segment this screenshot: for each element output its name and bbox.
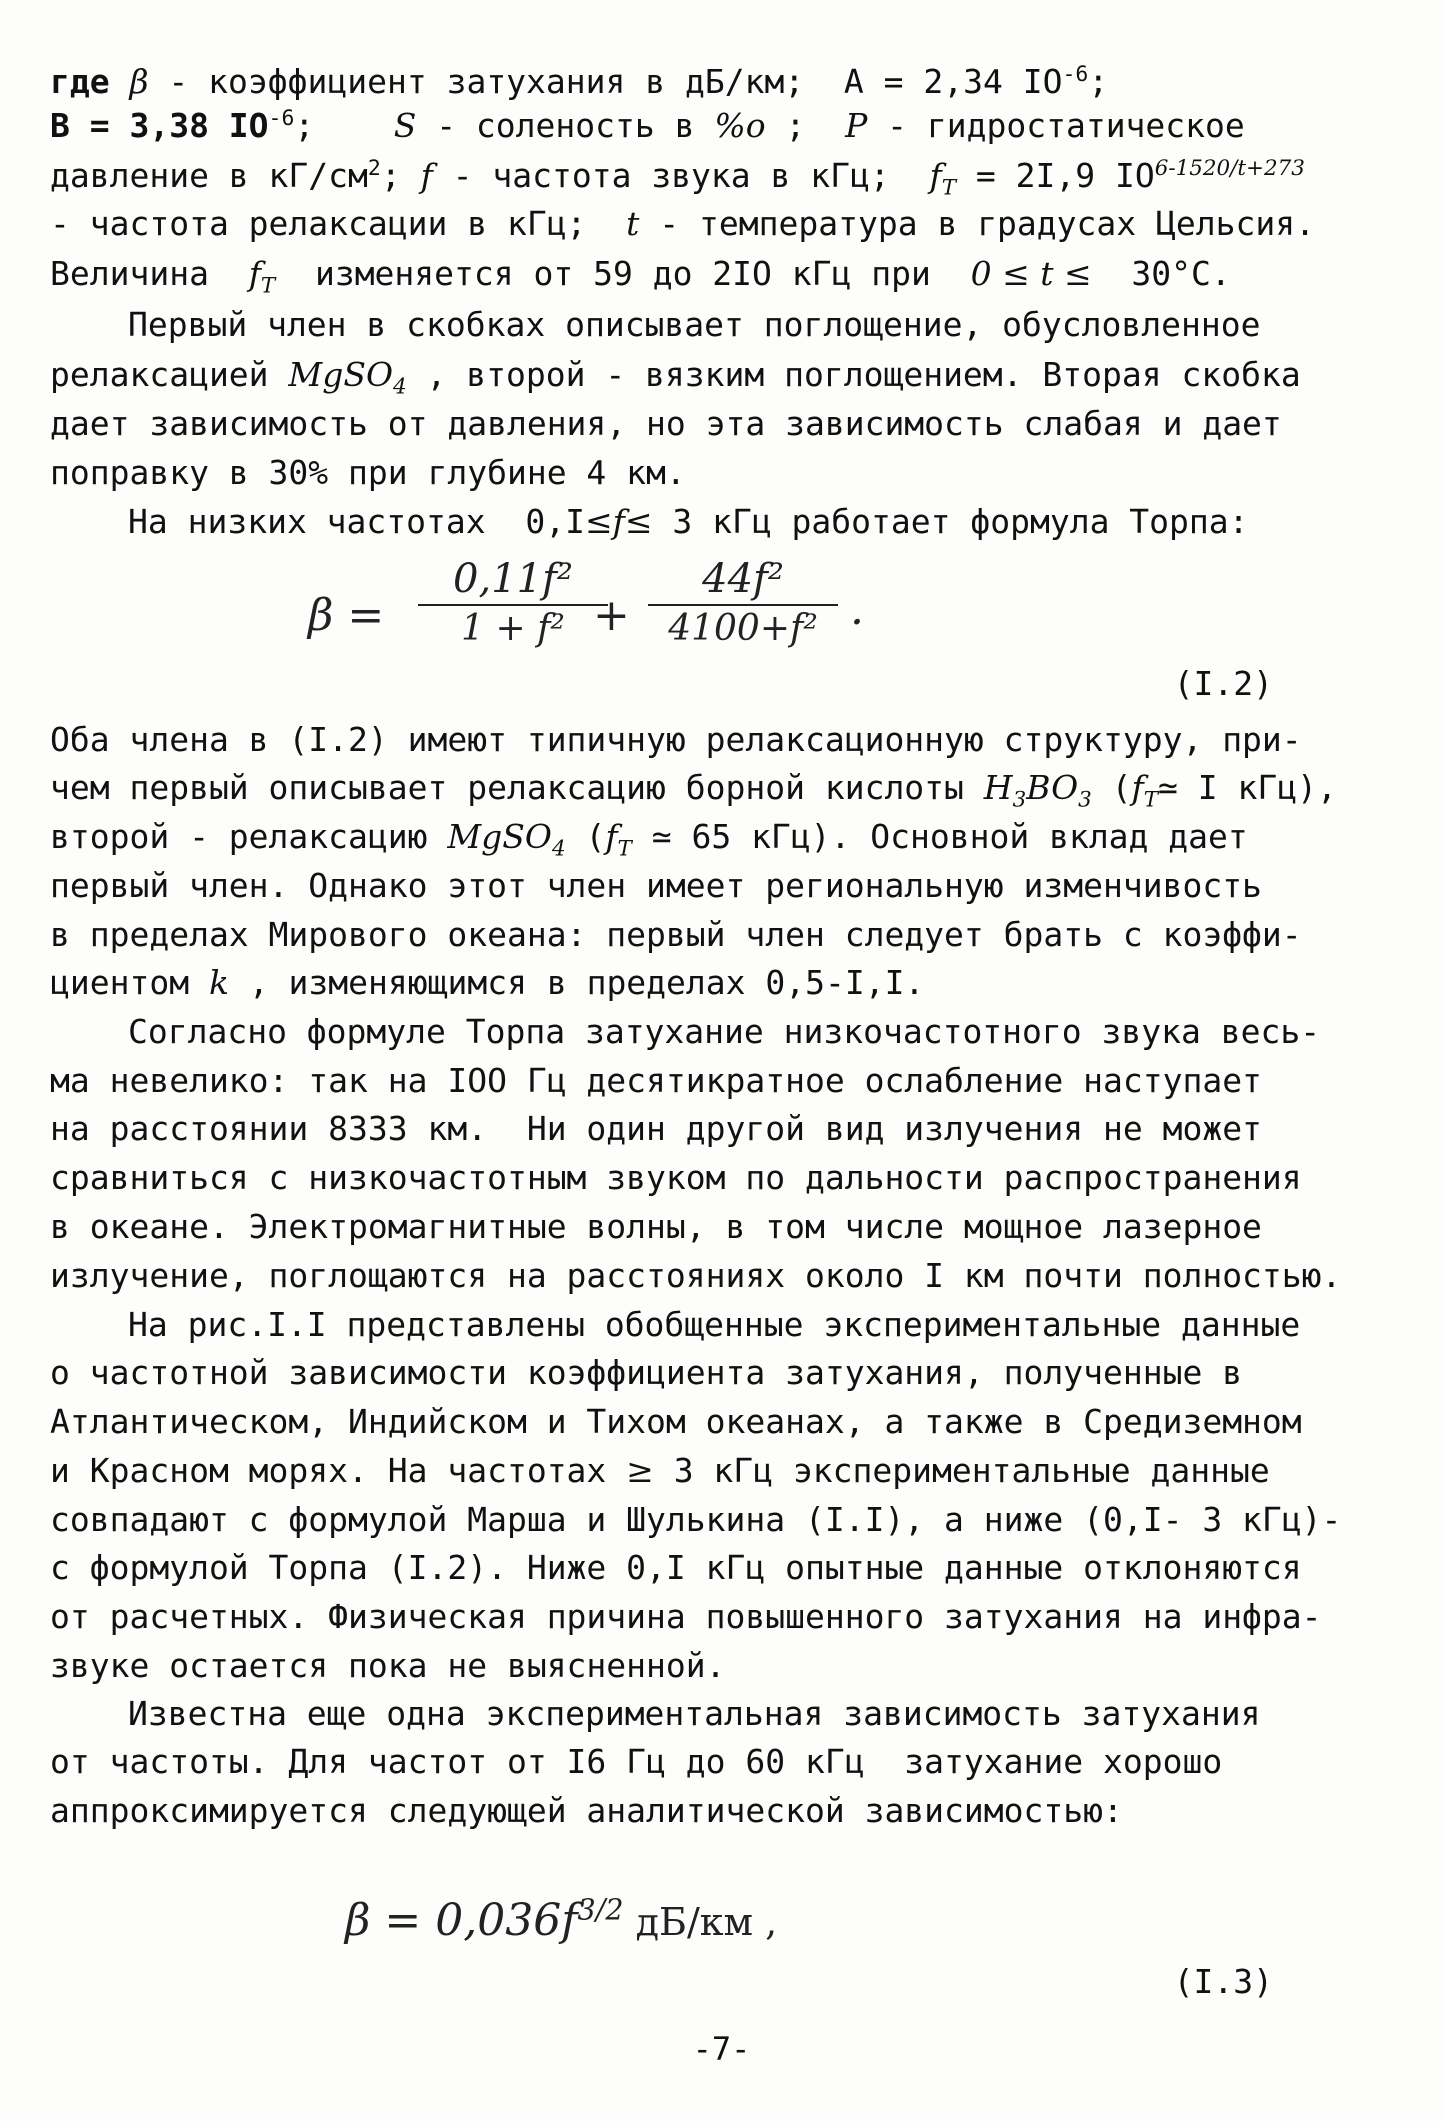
equation-number: (I.3)	[1173, 1962, 1273, 2001]
page-number: -7-	[692, 2030, 751, 2068]
text-line: на расстоянии 8333 км. Ни один другой вид излучения не может	[50, 1109, 1262, 1148]
text-line: первый член. Однако этот член имеет региональную изменчивость	[50, 866, 1262, 905]
formula-fraction-2	[648, 556, 838, 650]
text-line: сравниться с низкочастотным звуком по дальности распространения	[50, 1158, 1302, 1197]
text-line: релаксацией MgSO$_4$ , второй - вязким поглощением. Вторая скобка	[50, 355, 1301, 400]
paragraph-start: На низких частотах 0,I≤f≤ 3 кГц работает формула Торпа:	[128, 502, 1249, 541]
text-line: в океане. Электромагнитные волны, в том числе мощное лазерное	[50, 1207, 1262, 1246]
text-line: B = 3,38 $IO^{-6}$; S - соленость в %o ; P - гидростатическое	[50, 106, 1245, 145]
fraction-numerator: 44f²	[702, 556, 784, 602]
fraction-denominator: 1 + f²	[461, 608, 565, 649]
equation-number: (I.2)	[1173, 664, 1273, 703]
text-line: где β - коэффициент затухания в дБ/км; A = 2,34 $IO^{-6}$;	[50, 62, 1109, 101]
text-line: Величина $f_T$ изменяется от 59 до 2IO кГц при 0 ≤ t ≤ 30°C.	[50, 254, 1231, 299]
text-line: поправку в 30% при глубине 4 км.	[50, 453, 686, 492]
fraction-numerator: 0,11f²	[453, 556, 573, 602]
text-line: в пределах Мирового океана: первый член следует брать с коэффи-	[50, 915, 1302, 954]
text-line: циентом k , изменяющимся в пределах 0,5-I,I.	[50, 963, 925, 1002]
text-line: - частота релаксации в кГц; t - температура в градусах Цельсия.	[50, 204, 1315, 243]
text-line: аппроксимируется следующей аналитической зависимостью:	[50, 1791, 1123, 1830]
text-line: от частоты. Для частот от I6 Гц до 60 кГц затухание хорошо	[50, 1742, 1223, 1781]
formula-i3: $\beta = 0,036f^{3/2}$ дБ/км ,	[345, 1892, 778, 1946]
text-line: от расчетных. Физическая причина повышенного затухания на инфра-	[50, 1597, 1322, 1636]
text-line: совпадают с формулой Марша и Шулькина (I.I), а ниже (0,I- 3 кГц)-	[50, 1500, 1342, 1539]
formula-fraction-1	[418, 556, 608, 650]
paragraph-start: Первый член в скобках описывает поглощение, обусловленное	[128, 305, 1261, 344]
text-line: второй - релаксацию MgSO$_4$ ($f_T$ ≃ 65 кГц). Основной вклад дает	[50, 817, 1248, 862]
text-line: чем первый описывает релаксацию борной кислоты $H_3BO_3$ ($f_T≃$ I кГц),	[50, 768, 1337, 813]
formula-dot: .	[850, 584, 864, 635]
text-line: ма невелико: так на IOO Гц десятикратное ослабление наступает	[50, 1061, 1262, 1100]
paragraph-start: Согласно формуле Торпа затухание низкочастотного звука весь-	[128, 1012, 1321, 1051]
text-line: и Красном морях. На частотах ≥ 3 кГц экспериментальные данные	[50, 1451, 1270, 1490]
paragraph-start: На рис.I.I представлены обобщенные экспериментальные данные	[128, 1305, 1301, 1344]
text-line: с формулой Торпа (I.2). Ниже 0,I кГц опытные данные отклоняются	[50, 1548, 1302, 1587]
text-line: давление в $кГ/см^2$; f - частота звука в кГц; $f_T = 2I,9$ $IO^{6-1520/t+273}$	[50, 156, 1305, 201]
text-line: Атлантическом, Индийском и Тихом океанах, а также в Средиземном	[50, 1402, 1302, 1441]
text-line: звуке остается пока не выясненной.	[50, 1646, 726, 1685]
text-line: о частотной зависимости коэффициента затухания, полученные в	[50, 1353, 1243, 1392]
paragraph-start: Известна еще одна экспериментальная зависимость затухания	[128, 1694, 1261, 1733]
fraction-denominator: 4100+f²	[668, 608, 818, 649]
text-line: дает зависимость от давления, но эта зависимость слабая и дает	[50, 404, 1282, 443]
formula-plus: +	[593, 590, 630, 641]
text-line: излучение, поглощаются на расстояниях около I км почти полностью.	[50, 1256, 1342, 1295]
formula-lhs: β =	[308, 590, 385, 641]
text-line: Оба члена в (I.2) имеют типичную релаксационную структуру, при-	[50, 720, 1302, 759]
